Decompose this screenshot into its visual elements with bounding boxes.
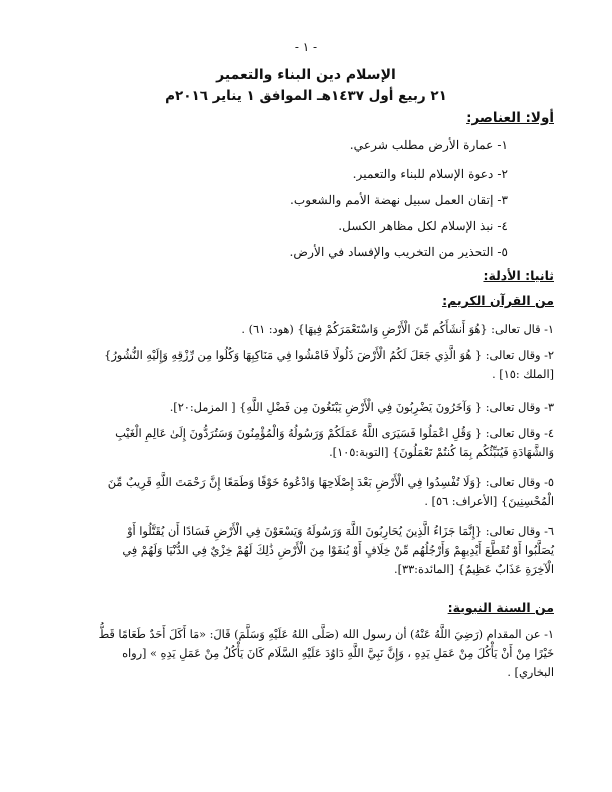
quran-verse-4 [54,424,554,462]
quran-verse-2 [54,346,554,384]
element-item: ٥- التحذير من التخريب والإفساد في الأرض. [289,245,508,259]
elements-heading: أولا: العناصر: [466,110,554,126]
verse-line: ٤- وقال تعالى: { وَقُلِ اعْمَلُوا فَسَيَرَى اللَّهُ عَمَلَكُمْ وَرَسُولُهُ وَالْمُؤْمِنُونَ وَسَتُرَدُّونَ إِلَىٰ عَالِمِ الْغَيْبِ [115,427,554,440]
verse-line: الْآخِرَةِ عَذَابٌ عَظِيمٌ} [المائدة:٣٣]. [394,563,554,576]
verse-line: ٦- وقال تعالى: {إِنَّمَا جَزَاءُ الَّذِينَ يُحَارِبُونَ اللَّهَ وَرَسُولَهُ وَيَسْعَوْنَ فِي الْأَرْضِ فَسَادًا أَن يُقَتَّلُوا أَوْ [127,525,554,538]
verse-line: ٣- وقال تعالى: { وَآخَرُونَ يَضْرِبُونَ فِي الْأَرْضِ يَبْتَغُونَ مِن فَضْلِ اللَّهِ} [ المزمل:٢٠]. [169,401,554,414]
hadith-1 [54,625,554,682]
verse-line: وَالشَّهَادَةِ فَيُنَبِّئُكُم بِمَا كُنتُمْ تَعْمَلُونَ} [التوبة:١٠٥]. [329,446,554,459]
verse-line: ٢- وقال تعالى: { هُوَ الَّذِي جَعَلَ لَكُمُ الْأَرْضَ ذَلُولًا فَامْشُوا فِي مَنَاكِبِهَا وَكُلُوا مِن رِّزْقِهِ وَإِلَيْهِ النُّشُورُ} [104,349,554,362]
evidence-heading: ثانيا: الأدلة: [483,268,554,283]
quran-verse-1 [54,320,554,339]
element-item: ٤- نبذ الإسلام لكل مظاهر الكسل. [338,219,508,233]
verse-line: ١- قال تعالى: {هُوَ أَنشَأَكُم مِّنَ الْأَرْضِ وَاسْتَعْمَرَكُمْ فِيهَا} (هود: ٦١) . [241,323,554,336]
page-number: - ١ - [294,40,318,54]
verse-line: الْمُحْسِنِينَ} [الأعراف: ٥٦] . [424,495,554,508]
quran-verse-5 [54,473,554,511]
verse-line: يُصَلَّبُوا أَوْ تُقَطَّعَ أَيْدِيهِمْ وَأَرْجُلُهُم مِّنْ خِلَافٍ أَوْ يُنفَوْا مِنَ الْأَرْضِ ذَٰلِكَ لَهُمْ خِزْيٌ فِي الدُّنْيَا وَلَهُمْ فِي [122,544,554,557]
quran-verse-3 [54,398,554,417]
page-title: الإسلام دين البناء والتعمير [216,67,396,83]
sunnah-heading: من السنة النبوية: [447,600,554,615]
date-line: ٢١ ربيع أول ١٤٣٧هـ الموافق ١ يناير ٢٠١٦م [165,88,447,104]
element-item: ١- عمارة الأرض مطلب شرعي. [349,138,508,152]
quran-heading: من القرآن الكريم: [442,293,554,308]
element-item: ٢- دعوة الإسلام للبناء والتعمير. [352,167,508,181]
hadith-line: خَيْرًا مِنْ أَنْ يَأْكُلَ مِنْ عَمَلِ يَدِهِ ، وَإِنَّ نَبِيَّ اللَّهِ دَاوُدَ عَلَيْهِ السَّلَام كَانَ يَأْكُلُ مِنْ عَمَلِ يَدِهِ » [رواه [122,647,554,660]
hadith-line: البخاري] . [507,666,554,679]
element-item: ٣- إتقان العمل سبيل نهضة الأمم والشعوب. [289,193,508,207]
hadith-line: ١- عن المقدام (رَضِيَ اللَّهُ عَنْهُ) أن رسول الله (صَلَّى اللهُ عَلَيْهِ وَسَلَّمَ) قَالَ: «مَا أَكَلَ أَحَدٌ طَعَامًا قَطُّ [98,628,554,641]
verse-line: [الملك :١٥] . [492,368,554,381]
quran-verse-6 [54,522,554,579]
verse-line: ٥- وقال تعالى: {وَلَا تُفْسِدُوا فِي الْأَرْضِ بَعْدَ إِصْلَاحِهَا وَادْعُوهُ خَوْفًا وَطَمَعًا إِنَّ رَحْمَتَ اللَّهِ قَرِيبٌ مِّنَ [107,476,554,489]
